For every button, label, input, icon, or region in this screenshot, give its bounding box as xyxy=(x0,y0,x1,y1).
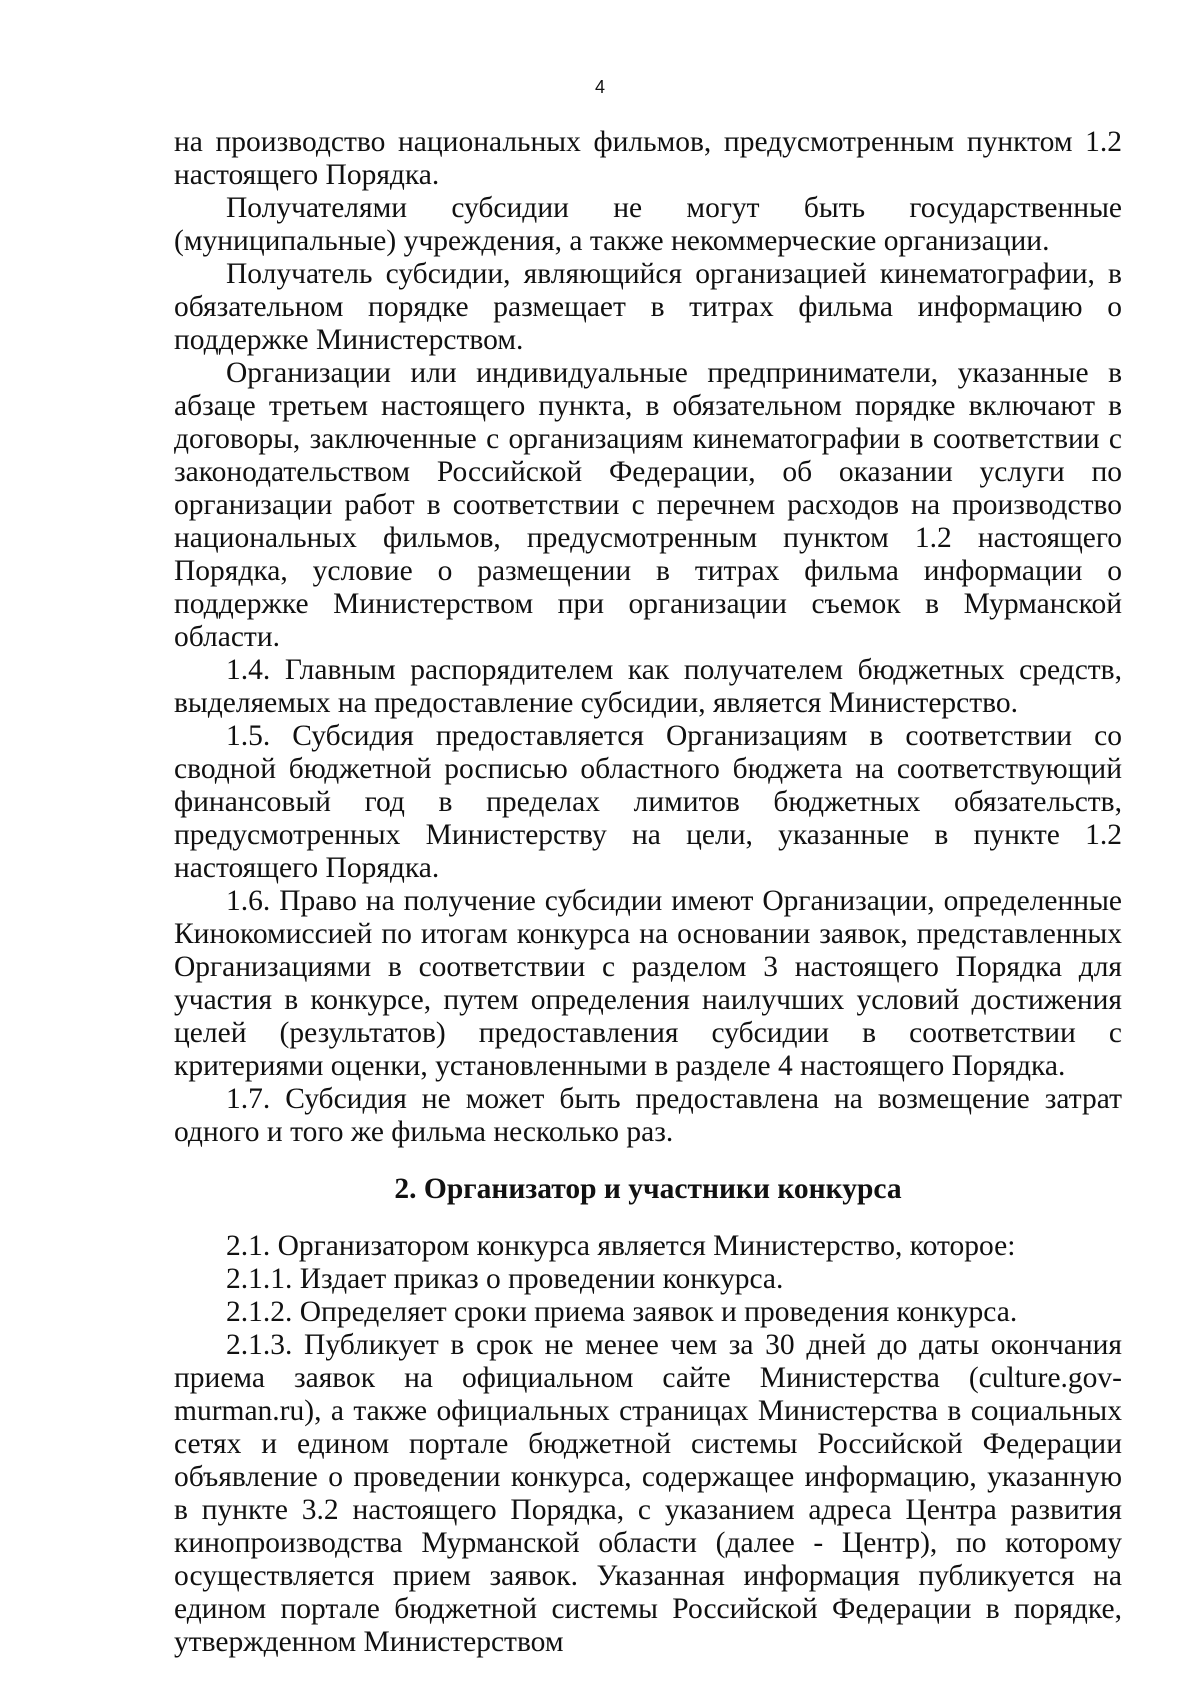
clause-1-7: 1.7. Субсидия не может быть предоставлена на возмещение затрат одного и того же фильма несколько раз. xyxy=(174,1083,1122,1148)
clause-2-1: 2.1. Организатором конкурса является Министерство, которое: xyxy=(226,1230,1016,1262)
clause-1-4: 1.4. Главным распорядителем как получателем бюджетных средств, выделяемых на предоставление субсидии, является Министерство. xyxy=(174,654,1122,719)
paragraph-recipients-restriction: Получателями субсидии не могут быть государственные (муниципальные) учреждения, а также некоммерческие организации. xyxy=(174,192,1122,257)
section-heading: 2. Организатор и участники конкурса xyxy=(394,1173,902,1205)
clause-2-1-1: 2.1.1. Издает приказ о проведении конкурса. xyxy=(226,1263,784,1295)
clause-2-1-2: 2.1.2. Определяет сроки приема заявок и проведения конкурса. xyxy=(226,1296,1018,1328)
paragraph-continuation: на производство национальных фильмов, предусмотренным пунктом 1.2 настоящего Порядка. xyxy=(174,126,1122,191)
paragraph-credits-obligation: Получатель субсидии, являющийся организацией кинематографии, в обязательном порядке размещает в титрах фильма информацию о поддержке Министерством. xyxy=(174,258,1122,356)
page-number: 4 xyxy=(594,77,605,97)
paragraph-contracts-condition: Организации или индивидуальные предприниматели, указанные в абзаце третьем настоящего пункта, в обязательном порядке включают в договоры, заключенные с организациям кинематографии в соответствии с законодательством Российской Федерации, об оказании услуги по организации работ в соответствии с перечнем расходов на производство национальных фильмов, предусмотренным пунктом 1.2 настоящего Порядка, условие о размещении в титрах фильма информации о поддержке Министерством при организации съемок в Мурманской области. xyxy=(174,357,1122,653)
document-body xyxy=(174,126,1122,1659)
clause-1-6: 1.6. Право на получение субсидии имеют Организации, определенные Кинокомиссией по итогам конкурса на основании заявок, представленных Организациями в соответствии с разделом 3 настоящего Порядка для участия в конкурсе, путем определения наилучших условий достижения целей (результатов) предоставления субсидии в соответствии с критериями оценки, установленными в разделе 4 настоящего Порядка. xyxy=(174,885,1122,1082)
clause-2-1-3: 2.1.3. Публикует в срок не менее чем за 30 дней до даты окончания приема заявок на официальном сайте Министерства (culture.gov-murman.ru), а также официальных страницах Министерства в социальных сетях и едином портале бюджетной системы Российской Федерации объявление о проведении конкурса, содержащее информацию, указанную в пункте 3.2 настоящего Порядка, с указанием адреса Центра развития кинопроизводства Мурманской области (далее - Центр), по которому осуществляется прием заявок. Указанная информация публикуется на едином портале бюджетной системы Российской Федерации в порядке, утвержденном Министерством xyxy=(174,1329,1122,1658)
clause-1-5: 1.5. Субсидия предоставляется Организациям в соответствии со сводной бюджетной росписью областного бюджета на соответствующий финансовый год в пределах лимитов бюджетных обязательств, предусмотренных Министерству на цели, указанные в пункте 1.2 настоящего Порядка. xyxy=(174,720,1122,884)
